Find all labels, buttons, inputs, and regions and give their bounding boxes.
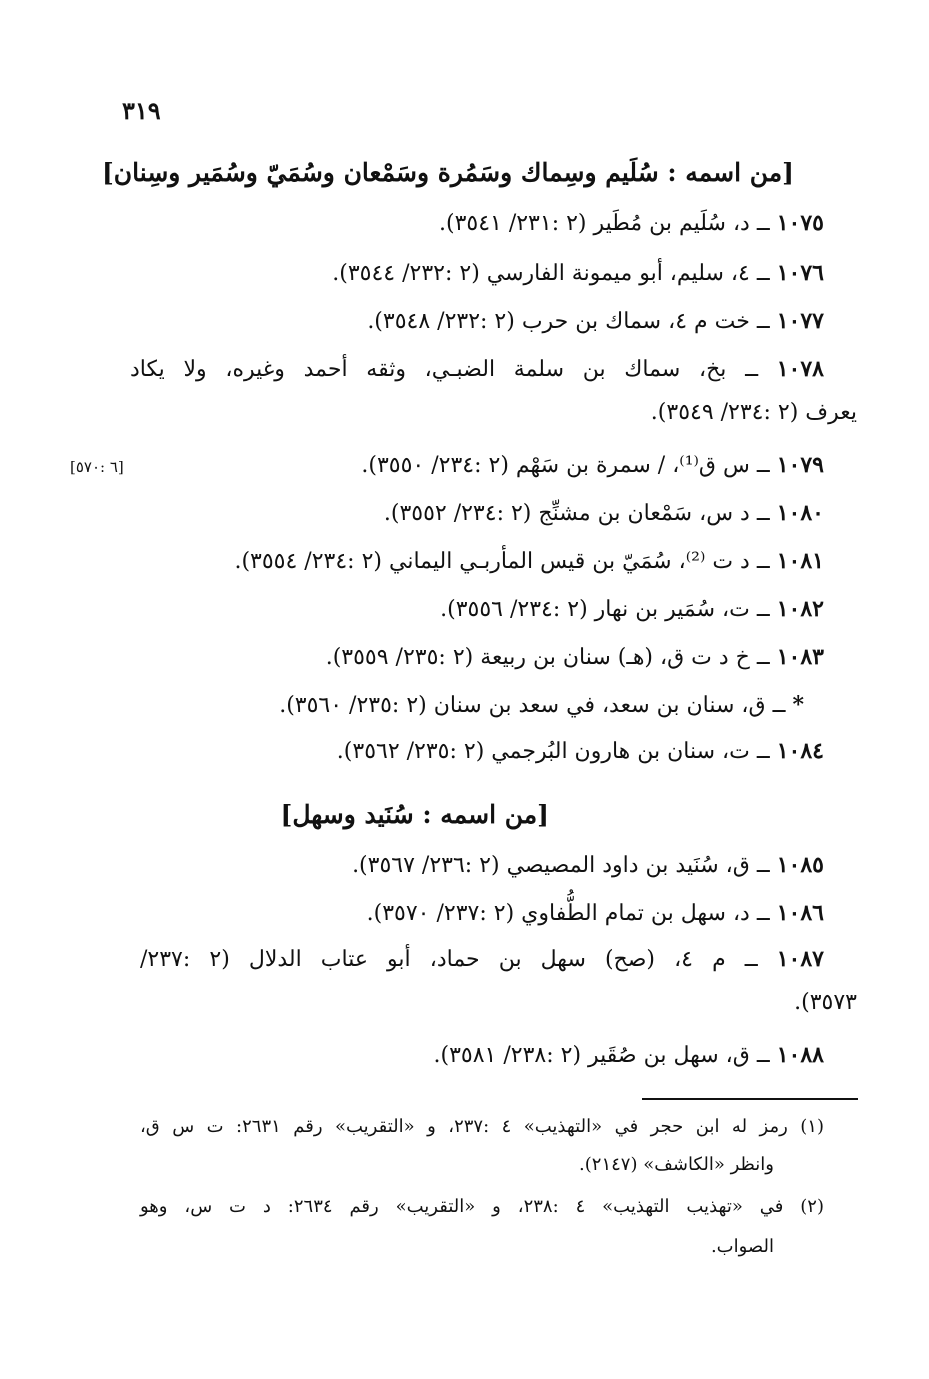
- section-heading: [من اسمه : سُلَيم وسِماك وسَمُرة وسَمْعان وسُمَيّ وسُمَير وسِنان]: [101, 158, 794, 187]
- entry-number: ١٠٨٧: [776, 946, 824, 972]
- footnote-continuation: الصواب.: [710, 1236, 774, 1257]
- entry-text: ــ د، سُلَيم بن مُطَير (٢ :٢٣١/ ٣٥٤١).: [438, 211, 777, 236]
- section-heading: [من اسمه : سُنَيد وسهل]: [280, 800, 549, 829]
- entry-text: ــ ٤، سليم، أبو ميمونة الفارسي (٢ :٢٣٢/ ٣٥٤٤).: [332, 261, 777, 286]
- entry-number: ١٠٧٨: [776, 356, 824, 382]
- entry-1079: [361, 452, 824, 478]
- entry-1076: [332, 260, 824, 286]
- footnote-2: [140, 1196, 824, 1217]
- entry-text: ــ د ت ⁽²⁾، سُمَيّ بن قيس المأربـي اليماني (٢ :٢٣٤/ ٣٥٥٤).: [234, 549, 777, 574]
- entry-1088: [434, 1042, 825, 1068]
- entry-1078: [130, 356, 824, 382]
- footnote-text: رمز له ابن حجر في «التهذيب» ٤ :٢٣٧، و «التقريب» رقم ٢٦٣١: ت س ق،: [140, 1116, 801, 1137]
- entry-1082: [440, 596, 824, 622]
- entry-1080: [384, 500, 824, 526]
- margin-page-reference: [٦ :٥٧٠]: [70, 458, 124, 476]
- entry-number: ١٠٨١: [776, 548, 824, 574]
- entry-1085: [352, 852, 824, 878]
- entry-1077: [367, 308, 824, 334]
- footnote-mark: (١): [800, 1116, 824, 1137]
- footnote-mark: (٢): [800, 1196, 824, 1217]
- entry-number: ١٠٧٩: [776, 452, 824, 478]
- entry-text: ــ س ق⁽¹⁾، / سمرة بن سَهْم (٢ :٢٣٤/ ٣٥٥٠).: [361, 453, 777, 478]
- entry-1083: [326, 644, 824, 670]
- footnote-1: [140, 1116, 824, 1137]
- entry-1084: [337, 738, 824, 764]
- entry-number: ١٠٧٥: [776, 210, 824, 236]
- entry-number: ١٠٧٦: [776, 260, 824, 286]
- entry-asterisk: *: [792, 692, 804, 718]
- entry-1086: [367, 900, 824, 926]
- entry-1075: [439, 210, 824, 236]
- entry-number: ١٠٨٢: [776, 596, 824, 622]
- entry-text: ــ ق، سنان بن سعد، في سعد بن سنان (٢ :٢٣٥/ ٣٥٦٠).: [279, 693, 793, 718]
- entry-1081: [234, 548, 824, 574]
- entry-continuation: يعرف (٢ :٢٣٤/ ٣٥٤٩).: [650, 400, 857, 425]
- entry-continuation: ٣٥٧٣).: [794, 990, 857, 1015]
- entry-text: ــ م ٤، (صح) سهل بن حماد، أبو عتاب الدلال (٢ :٢٣٧/: [140, 947, 777, 972]
- page-number: ٣١٩: [122, 96, 161, 125]
- entry-number: ١٠٨٤: [776, 738, 824, 764]
- entry-number: ١٠٨٦: [776, 900, 824, 926]
- footnote-separator: [642, 1098, 858, 1100]
- entry-text: ــ ت، سنان بن هارون البُرجمي (٢ :٢٣٥/ ٣٥٦٢).: [336, 739, 777, 764]
- entry-number: ١٠٨٣: [776, 644, 824, 670]
- entry-text: ــ ق، سُنَيد بن داود المصيصي (٢ :٢٣٦/ ٣٥٦٧).: [352, 853, 777, 878]
- entry-number: ١٠٨٨: [776, 1042, 824, 1068]
- entry-cross-reference: [279, 692, 804, 718]
- entry-text: ــ ق، سهل بن صُقَير (٢ :٢٣٨/ ٣٥٨١).: [433, 1043, 777, 1068]
- entry-text: ــ خ د ت ق، (هـ) سنان بن ربيعة (٢ :٢٣٥/ ٣٥٥٩).: [325, 645, 777, 670]
- footnote-text: في «تهذيب التهذيب» ٤ :٢٣٨، و «التقريب» رقم ٢٦٣٤: د ت س، وهو: [140, 1196, 801, 1217]
- entry-text: ــ ت، سُمَير بن نهار (٢ :٢٣٤/ ٣٥٥٦).: [440, 597, 777, 622]
- entry-number: ١٠٨٥: [776, 852, 824, 878]
- entry-text: ــ بخ، سماك بن سلمة الضبـي، وثقه أحمد وغيره، ولا يكاد: [130, 357, 777, 382]
- entry-text: ــ د س، سَمْعان بن مشنِّج (٢ :٢٣٤/ ٣٥٥٢).: [383, 501, 777, 526]
- entry-text: ــ خت م ٤، سماك بن حرب (٢ :٢٣٢/ ٣٥٤٨).: [367, 309, 777, 334]
- entry-text: ــ د، سهل بن تمام الطُّفاوي (٢ :٢٣٧/ ٣٥٧٠).: [366, 901, 777, 926]
- footnote-continuation: وانظر «الكاشف» (٢١٤٧).: [579, 1154, 774, 1175]
- entry-number: ١٠٧٧: [776, 308, 824, 334]
- entry-number: ١٠٨٠: [776, 500, 824, 526]
- entry-1087: [140, 946, 824, 972]
